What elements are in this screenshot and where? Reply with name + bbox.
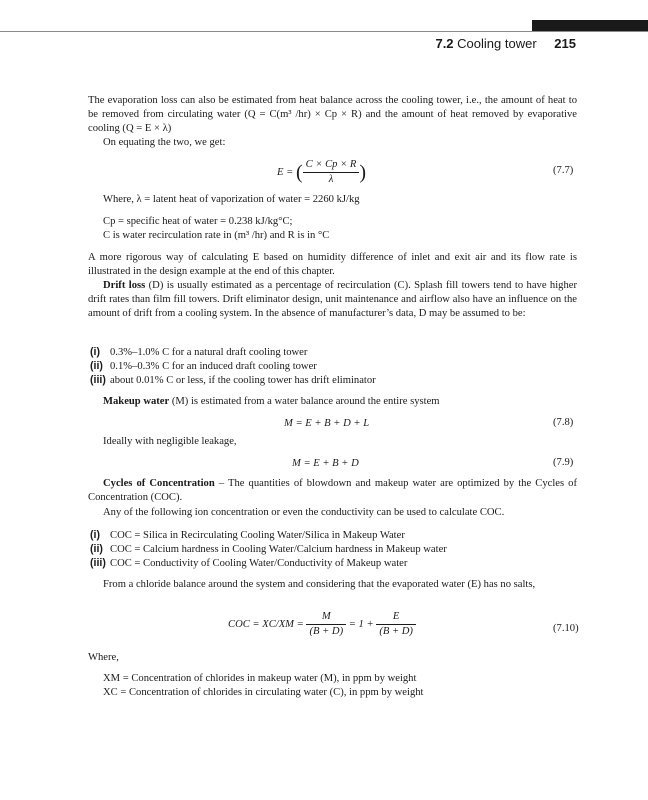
list-marker: (i) [90,529,100,541]
list-text: COC = Silica in Recirculating Cooling Water/Silica in Makeup Water [110,530,405,541]
paragraph-ion-concentration: Any of the following ion concentration or even the conductivity can be used to calculate COC. [103,507,505,518]
paragraph-equating: On equating the two, we get: [103,137,226,148]
paragraph-negligible-leakage: Ideally with negligible leakage, [103,436,237,447]
drift-item-2 [90,359,317,374]
term-cycles-of-concentration: Cycles of Concentration [103,478,215,489]
page-number: 215 [554,36,576,51]
eq710-lhs: COC = XC/XM = [228,618,304,630]
equation-number-7-10: (7.10) [553,623,579,634]
makeup-water-text: (M) is estimated from a water balance around the entire system [169,396,440,407]
coc-item-1 [90,528,405,543]
equation-7-10 [228,610,416,639]
paragraph-evaporation-heat-balance: The evaporation loss can also be estimated from heat balance across the cooling tower, i.e., the amount of heat to be removed from circulating water (Q = C(m³ /hr) × Cp × R) and the amount of heat removed by evaporative cooling (Q = E × λ) [88,95,577,134]
eq77-lhs: E = [277,166,294,178]
equation-number-7-9: (7.9) [553,457,574,468]
coc-item-2 [90,542,447,557]
term-makeup-water: Makeup water [103,396,170,407]
coc-text: – The quantities of blowdown and makeup water are optimized by the Cycles of Concentration (COC). [88,478,577,503]
list-marker: (ii) [90,543,103,555]
paragraph-drift-loss [88,279,577,321]
equation-number-7-7: (7.7) [553,165,574,176]
list-text: about 0.01% C or less, if the cooling tower has drift eliminator [110,375,376,386]
where-xc: XC = Concentration of chlorides in circulating water (C), in ppm by weight [103,687,424,698]
paragraph-cycles-of-concentration [88,477,577,505]
drift-loss-text: (D) is usually estimated as a percentage of recirculation (C). Splash fill towers tend to have higher drift rates than film fill towers. Drift eliminator design, unit maintenance and airflow also have an influence on the amount of drift from a cooling system. In the absence of manufacturer’s data, D may be assumed to be: [88,280,577,319]
list-marker: (ii) [90,360,103,372]
equation-7-9: M = E + B + D [292,458,359,469]
eq77-numerator: C × Cp × R [303,158,360,173]
equation-number-7-8: (7.8) [553,417,574,428]
paragraph-rigorous-way: A more rigorous way of calculating E based on humidity difference of inlet and exit air and its flow rate is illustrated in the design example at the end of this chapter. [88,252,577,277]
list-marker: (i) [90,346,100,358]
where-specific-heat: Cp = specific heat of water = 0.238 kJ/kg°C; [103,216,293,227]
eq710-mid: = 1 + [348,618,374,630]
coc-item-3 [90,556,407,571]
equation-7-7: E = ( $\frac{C \times Cp \times R}{\lambda}$ ) [277,159,367,185]
section-number: 7.2 [435,36,454,51]
where-xm: XM = Concentration of chlorides in makeup water (M), in ppm by weight [103,673,417,684]
paragraph-makeup-water [103,395,440,409]
eq710-frac1-denominator: (B + D) [309,626,344,637]
list-text: 0.1%–0.3% C for an induced draft cooling tower [110,361,317,372]
drift-item-1 [90,345,307,360]
list-marker: (iii) [90,374,106,386]
running-header [435,36,576,51]
equation-7-8: M = E + B + D + L [284,418,370,429]
drift-item-3 [90,373,376,388]
eq710-frac1-numerator: M [306,610,346,625]
where-latent-heat: Where, λ = latent heat of vaporization of water = 2260 kJ/kg [103,194,360,205]
paragraph-chloride-balance: From a chloride balance around the system and considering that the evaporated water (E) has no salts, [103,579,536,590]
eq710-frac2-denominator: (B + D) [379,626,413,637]
list-text: 0.3%–1.0% C for a natural draft cooling tower [110,347,308,358]
where-label: Where, [88,652,119,663]
list-text: COC = Calcium hardness in Cooling Water/Calcium hardness in Makeup water [110,544,447,555]
header-bar [532,20,648,31]
header-rule [0,31,648,32]
section-title: Cooling tower [457,36,537,51]
list-text: COC = Conductivity of Cooling Water/Conductivity of Makeup water [110,558,408,569]
term-drift-loss: Drift loss [103,280,146,291]
eq77-denominator: λ [328,174,334,185]
list-marker: (iii) [90,557,106,569]
eq710-frac2-numerator: E [376,610,416,625]
where-recirculation-rate: C is water recirculation rate in (m³ /hr) and R is in °C [103,230,330,241]
